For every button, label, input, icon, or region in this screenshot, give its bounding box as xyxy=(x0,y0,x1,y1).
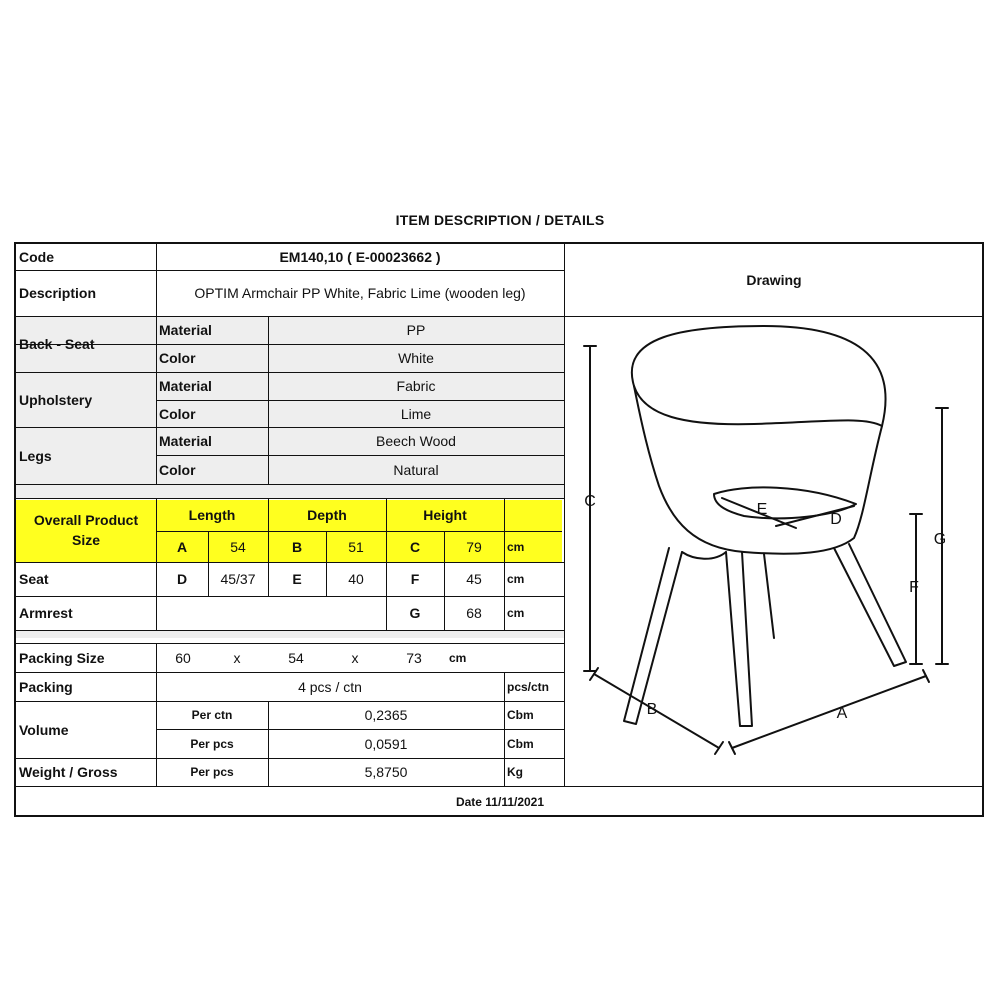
weight-value: 5,8750 xyxy=(364,764,408,780)
length-label: Length xyxy=(188,506,236,523)
dim-g-letter: G xyxy=(409,605,421,621)
chair-leg-rear-right xyxy=(834,544,906,666)
packing-size-unit: cm xyxy=(449,650,467,665)
dim-e-letter: E xyxy=(292,571,302,587)
chair-leg-rear-left xyxy=(764,554,774,638)
packing-label: Packing xyxy=(19,678,73,695)
chair-shell-rim xyxy=(634,386,882,426)
dim-b-value: 51 xyxy=(348,538,364,555)
upholstery-label: Upholstery xyxy=(19,391,93,408)
weight-per-pcs-label: Per pcs xyxy=(190,765,234,779)
height-label: Height xyxy=(423,506,467,523)
drawing-letter-e: E xyxy=(756,501,768,518)
legs-material-label: Material xyxy=(159,433,212,449)
description-value: OPTIM Armchair PP White, Fabric Lime (wooden leg) xyxy=(194,285,526,301)
legs-material: Beech Wood xyxy=(376,433,456,449)
legs-label: Legs xyxy=(19,447,52,464)
seat-unit: cm xyxy=(507,572,525,586)
packing-depth: 54 xyxy=(288,649,304,666)
drawing-letter-a: A xyxy=(836,705,848,722)
drawing-letter-g: G xyxy=(933,531,947,548)
code-label: Code xyxy=(19,249,54,265)
spacer-band-2 xyxy=(16,484,564,498)
packing-x-1: x xyxy=(233,649,241,666)
back-seat-color-label: Color xyxy=(159,350,196,366)
date: Date 11/11/2021 xyxy=(455,794,545,809)
description-label: Description xyxy=(19,285,97,301)
chair-leg-front-right xyxy=(726,552,752,726)
armrest-unit: cm xyxy=(507,606,525,620)
chair-drawing xyxy=(564,316,984,786)
upholstery-color: Lime xyxy=(400,405,432,422)
volume-per-pcs: 0,0591 xyxy=(364,735,408,752)
chair-shell-outer xyxy=(632,326,886,554)
armrest-label: Armrest xyxy=(19,605,73,621)
dim-c-value: 79 xyxy=(466,538,482,555)
packing-width: 60 xyxy=(175,649,191,666)
upholstery-material-label: Material xyxy=(159,378,212,394)
back-seat-material: PP xyxy=(406,322,426,338)
packing-value: 4 pcs / ctn xyxy=(298,678,362,695)
overall-unit: cm xyxy=(507,539,525,554)
volume-per-ctn-label: Per ctn xyxy=(191,708,233,722)
drawing-label: Drawing xyxy=(746,272,802,288)
packing-x-2: x xyxy=(351,649,359,666)
dim-g-value: 68 xyxy=(466,605,482,621)
volume-per-pcs-unit: Cbm xyxy=(507,736,534,751)
dim-e-value: 40 xyxy=(348,571,364,587)
code-value: EM140,10 ( E-00023662 ) xyxy=(279,249,441,265)
dim-c-letter: C xyxy=(409,538,421,555)
dim-d-letter: D xyxy=(176,571,188,587)
page-title: ITEM DESCRIPTION / DETAILS xyxy=(395,212,605,228)
upholstery-color-label: Color xyxy=(159,405,196,422)
dim-f-letter: F xyxy=(410,571,420,587)
volume-per-pcs-label: Per pcs xyxy=(190,736,234,751)
dim-a-letter: A xyxy=(176,538,188,555)
drawing-letter-f: F xyxy=(909,579,919,596)
spacer-band xyxy=(16,630,564,638)
back-seat-material-label: Material xyxy=(159,322,212,338)
weight-label: Weight / Gross xyxy=(19,764,118,780)
item-details-sheet xyxy=(14,242,984,817)
volume-per-ctn: 0,2365 xyxy=(364,707,408,723)
dim-d-value: 45/37 xyxy=(220,571,256,587)
volume-per-ctn-unit: Cbm xyxy=(507,708,534,722)
packing-unit: pcs/ctn xyxy=(507,679,550,694)
overall-size-label: Overall Product Size xyxy=(33,512,139,548)
drawing-letter-b: B xyxy=(646,701,658,718)
seat-label: Seat xyxy=(19,571,49,587)
legs-color: Natural xyxy=(393,461,439,478)
dim-b-letter: B xyxy=(291,538,303,555)
back-seat-color: White xyxy=(398,350,434,366)
chair-leg-joint xyxy=(682,552,726,559)
dim-a-value: 54 xyxy=(230,538,246,555)
depth-label: Depth xyxy=(307,506,347,523)
dim-f-value: 45 xyxy=(466,571,482,587)
packing-height: 73 xyxy=(406,649,422,666)
volume-label: Volume xyxy=(19,721,69,738)
back-seat-label: Back - Seat xyxy=(19,336,95,352)
weight-unit: Kg xyxy=(507,765,523,779)
upholstery-material: Fabric xyxy=(396,378,436,394)
packing-size-label: Packing Size xyxy=(19,649,105,666)
drawing-letter-d: D xyxy=(830,511,842,528)
legs-color-label: Color xyxy=(159,461,196,478)
drawing-letter-c: C xyxy=(584,493,596,510)
